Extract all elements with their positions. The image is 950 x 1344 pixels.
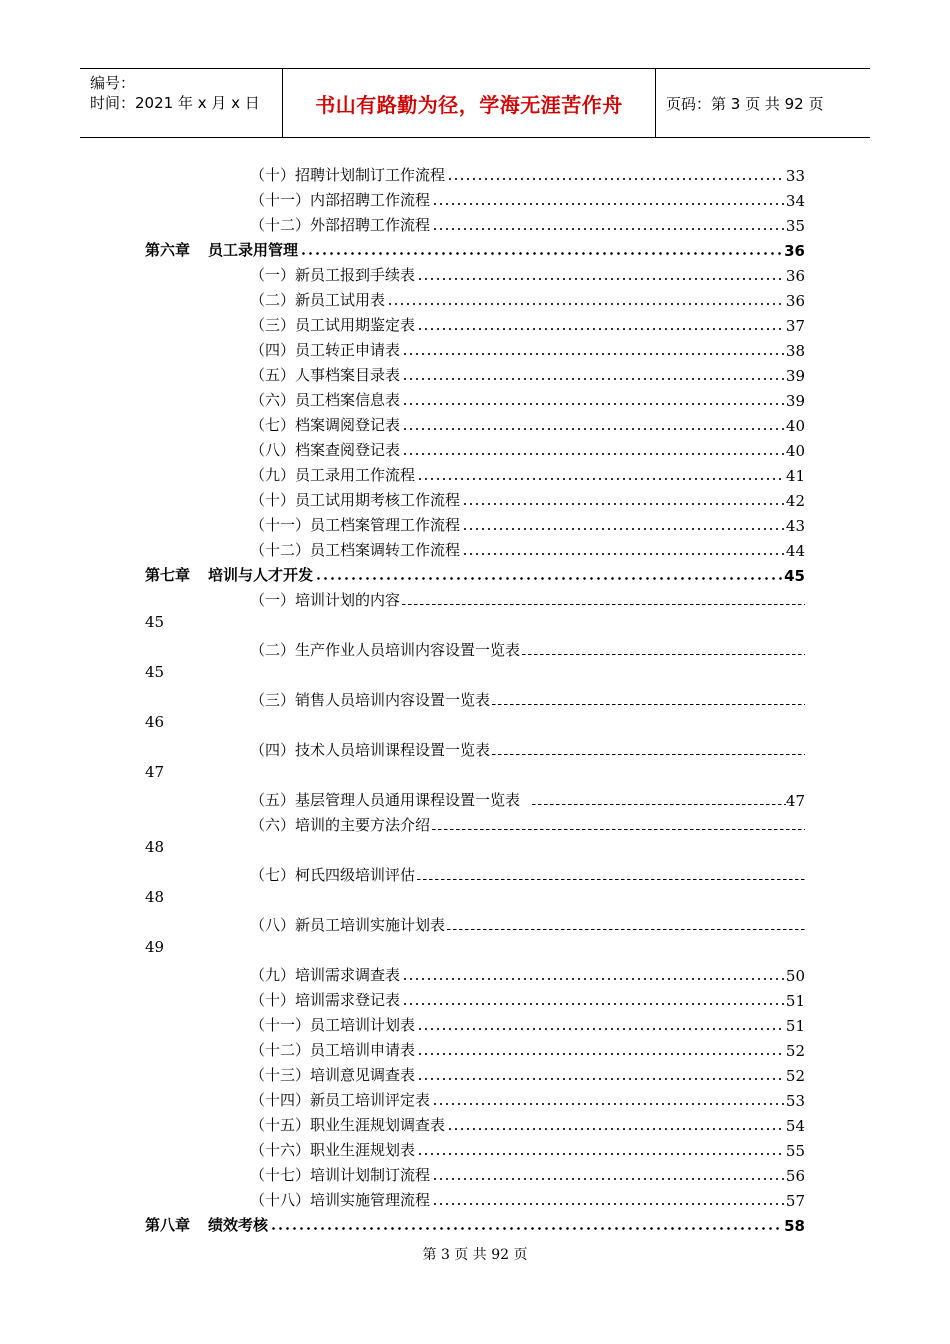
dot-leader xyxy=(402,403,784,405)
dot-leader xyxy=(432,228,784,230)
toc-entry-page: 46 xyxy=(145,713,165,731)
toc-entry[interactable] xyxy=(145,910,805,960)
toc-entry-title: （九）员工录用工作流程 xyxy=(250,466,416,484)
toc-entry-page: 35 xyxy=(785,217,805,235)
toc-chapter-title: 员工录用管理 xyxy=(208,241,299,259)
toc-entry[interactable] xyxy=(145,310,805,335)
toc-entry-page: 33 xyxy=(785,167,805,185)
toc-entry-title: （十一）员工档案管理工作流程 xyxy=(250,516,461,534)
toc-entry-title: （七）柯氏四级培训评估 xyxy=(250,866,416,884)
toc-entry-title: （六）员工档案信息表 xyxy=(250,391,401,409)
toc-chapter-heading xyxy=(145,1214,268,1235)
toc-entry[interactable] xyxy=(145,435,805,460)
toc-entry-line xyxy=(145,910,805,935)
toc-chapter-page: 36 xyxy=(784,242,805,260)
dot-leader xyxy=(417,478,784,480)
toc-chapter-title: 绩效考核 xyxy=(208,1216,269,1234)
toc-entry-title: （十）员工试用期考核工作流程 xyxy=(250,491,461,509)
dot-leader xyxy=(462,528,784,530)
toc-entry[interactable] xyxy=(145,1185,805,1210)
toc-chapter-title: 培训与人才开发 xyxy=(208,566,314,584)
toc-entry-title: （一）新员工报到手续表 xyxy=(250,266,416,284)
toc-entry-title: （四）技术人员培训课程设置一览表 xyxy=(250,741,491,759)
toc-entry-title: （十八）培训实施管理流程 xyxy=(250,1191,431,1209)
toc-entry-line xyxy=(145,785,805,810)
dash-leader xyxy=(492,754,805,755)
toc-entry[interactable] xyxy=(145,735,805,785)
toc-entry[interactable] xyxy=(145,1085,805,1110)
toc-entry[interactable] xyxy=(145,260,805,285)
toc-entry-page: 45 xyxy=(145,613,165,631)
toc-entry[interactable] xyxy=(145,185,805,210)
toc-entry[interactable] xyxy=(145,585,805,635)
toc-entry-line xyxy=(145,685,805,710)
toc-entry[interactable] xyxy=(145,1010,805,1035)
toc-entry[interactable] xyxy=(145,360,805,385)
dot-leader xyxy=(402,428,784,430)
toc-chapter-number: 第六章 xyxy=(145,241,191,259)
toc-entry-title: （十五）职业生涯规划调查表 xyxy=(250,1116,446,1134)
toc-entry-page: 38 xyxy=(785,342,805,360)
toc-entry-title: （七）档案调阅登记表 xyxy=(250,416,401,434)
dash-leader xyxy=(522,654,805,655)
toc-entry[interactable] xyxy=(145,985,805,1010)
dot-leader xyxy=(402,378,784,380)
toc-entry-title: （五）人事档案目录表 xyxy=(250,366,401,384)
toc-entry-page: 49 xyxy=(145,938,165,956)
toc-entry-page: 39 xyxy=(785,367,805,385)
toc-entry-page: 47 xyxy=(785,792,805,810)
dot-leader xyxy=(432,203,784,205)
toc-entry[interactable] xyxy=(145,160,805,185)
dot-leader xyxy=(402,453,784,455)
dot-leader xyxy=(447,1128,784,1130)
dot-leader xyxy=(417,1028,784,1030)
toc-entry-page: 47 xyxy=(145,763,165,781)
toc-entry-title: （十七）培训计划制订流程 xyxy=(250,1166,431,1184)
dot-leader xyxy=(417,328,784,330)
dash-leader xyxy=(417,879,805,880)
page-header xyxy=(80,68,870,138)
toc-entry[interactable] xyxy=(145,1035,805,1060)
toc-chapter-number: 第八章 xyxy=(145,1216,191,1234)
toc-entry[interactable] xyxy=(145,860,805,910)
toc-entry-title: （一）培训计划的内容 xyxy=(250,591,401,609)
toc-entry[interactable] xyxy=(145,385,805,410)
dash-leader xyxy=(432,829,805,830)
toc-entry-title: （十二）外部招聘工作流程 xyxy=(250,216,431,234)
header-page-cell xyxy=(656,69,870,137)
toc-entry[interactable] xyxy=(145,535,805,560)
toc-entry[interactable] xyxy=(145,1110,805,1135)
toc-entry-page: 56 xyxy=(785,1167,805,1185)
toc-entry-title: （五）基层管理人员通用课程设置一览表 xyxy=(250,791,521,809)
toc-chapter[interactable] xyxy=(145,1210,805,1235)
toc-entry-line xyxy=(145,810,805,835)
dot-leader xyxy=(432,1203,784,1205)
toc-entry-page: 52 xyxy=(785,1067,805,1085)
page-footer: 第 3 页 共 92 页 xyxy=(422,1247,528,1263)
toc-entry-page: 42 xyxy=(785,492,805,510)
toc-chapter[interactable] xyxy=(145,235,805,260)
toc-entry-title: （三）员工试用期鉴定表 xyxy=(250,316,416,334)
dot-leader xyxy=(417,278,784,280)
dot-leader xyxy=(300,252,782,255)
toc-entry-page: 40 xyxy=(785,417,805,435)
toc-entry[interactable] xyxy=(145,410,805,435)
toc-entry-title: （十三）培训意见调查表 xyxy=(250,1066,416,1084)
toc-entry-page: 36 xyxy=(785,267,805,285)
toc-entry-title: （三）销售人员培训内容设置一览表 xyxy=(250,691,491,709)
dot-leader xyxy=(387,303,784,305)
time-label: 时间：2021 年 x 月 x 日 xyxy=(90,94,260,112)
toc-entry-page: 36 xyxy=(785,292,805,310)
dash-leader xyxy=(447,929,805,930)
toc-entry-title: （十）招聘计划制订工作流程 xyxy=(250,166,446,184)
toc-entry-title: （十六）职业生涯规划表 xyxy=(250,1141,416,1159)
toc-entry-line xyxy=(145,860,805,885)
toc-chapter[interactable] xyxy=(145,560,805,585)
header-meta xyxy=(80,69,282,137)
toc-entry-page: 43 xyxy=(785,517,805,535)
dot-leader xyxy=(417,1153,784,1155)
dot-leader xyxy=(417,1053,784,1055)
table-of-contents xyxy=(145,160,805,1235)
toc-entry-line xyxy=(145,635,805,660)
toc-entry-page: 48 xyxy=(145,888,165,906)
dot-leader xyxy=(315,577,782,580)
toc-entry[interactable] xyxy=(145,510,805,535)
toc-entry-page: 57 xyxy=(785,1192,805,1210)
dash-leader xyxy=(492,704,805,705)
toc-entry[interactable] xyxy=(145,810,805,860)
toc-entry-page: 37 xyxy=(785,317,805,335)
toc-entry-title: （八）新员工培训实施计划表 xyxy=(250,916,446,934)
dot-leader xyxy=(432,1178,784,1180)
toc-entry[interactable] xyxy=(145,1160,805,1185)
toc-chapter-number: 第七章 xyxy=(145,566,191,584)
dash-leader xyxy=(532,804,786,805)
toc-entry[interactable] xyxy=(145,685,805,735)
toc-entry-title: （十一）员工培训计划表 xyxy=(250,1016,416,1034)
toc-entry-line xyxy=(145,585,805,610)
toc-entry-title: （九）培训需求调查表 xyxy=(250,966,401,984)
toc-entry-page: 48 xyxy=(145,838,165,856)
header-motto-cell xyxy=(282,69,656,137)
toc-chapter-page: 58 xyxy=(784,1217,805,1235)
toc-entry-page: 39 xyxy=(785,392,805,410)
toc-entry[interactable] xyxy=(145,460,805,485)
motto: 书山有路勤为径，学海无涯苦作舟 xyxy=(315,92,623,117)
dot-leader xyxy=(432,1103,784,1105)
dot-leader xyxy=(447,178,784,180)
dot-leader xyxy=(402,978,784,980)
toc-entry[interactable] xyxy=(145,1135,805,1160)
toc-entry-page: 45 xyxy=(145,663,165,681)
page-info: 页码：第 3 页 共 92 页 xyxy=(666,94,824,113)
toc-entry-page: 53 xyxy=(785,1092,805,1110)
toc-entry-page: 34 xyxy=(785,192,805,210)
toc-entry[interactable] xyxy=(145,785,805,810)
toc-entry-page: 54 xyxy=(785,1117,805,1135)
toc-entry-page: 50 xyxy=(785,967,805,985)
toc-entry[interactable] xyxy=(145,335,805,360)
dot-leader xyxy=(402,353,784,355)
dash-leader xyxy=(402,604,805,605)
dot-leader xyxy=(462,553,784,555)
toc-entry[interactable] xyxy=(145,210,805,235)
toc-entry-page: 51 xyxy=(785,1017,805,1035)
dot-leader xyxy=(462,503,784,505)
toc-entry[interactable] xyxy=(145,485,805,510)
dot-leader xyxy=(270,1227,782,1230)
toc-entry-page: 51 xyxy=(785,992,805,1010)
toc-entry-title: （二）生产作业人员培训内容设置一览表 xyxy=(250,641,521,659)
toc-entry-title: （十二）员工档案调转工作流程 xyxy=(250,541,461,559)
toc-entry[interactable] xyxy=(145,1060,805,1085)
toc-chapter-page: 45 xyxy=(784,567,805,585)
toc-entry-page: 52 xyxy=(785,1042,805,1060)
toc-entry-title: （十二）员工培训申请表 xyxy=(250,1041,416,1059)
toc-entry-page: 41 xyxy=(785,467,805,485)
toc-entry-title: （二）新员工试用表 xyxy=(250,291,386,309)
number-label: 编号： xyxy=(90,74,136,92)
toc-entry-title: （六）培训的主要方法介绍 xyxy=(250,816,431,834)
toc-entry-title: （十四）新员工培训评定表 xyxy=(250,1091,431,1109)
toc-entry-page: 44 xyxy=(785,542,805,560)
toc-entry-page: 40 xyxy=(785,442,805,460)
toc-entry-line xyxy=(145,735,805,760)
toc-entry[interactable] xyxy=(145,960,805,985)
toc-chapter-heading xyxy=(145,564,313,585)
toc-chapter-heading xyxy=(145,239,298,260)
dot-leader xyxy=(402,1003,784,1005)
toc-entry-title: （十一）内部招聘工作流程 xyxy=(250,191,431,209)
dot-leader xyxy=(417,1078,784,1080)
toc-entry-title: （四）员工转正申请表 xyxy=(250,341,401,359)
toc-entry-title: （八）档案查阅登记表 xyxy=(250,441,401,459)
toc-entry[interactable] xyxy=(145,285,805,310)
toc-entry[interactable] xyxy=(145,635,805,685)
toc-entry-title: （十）培训需求登记表 xyxy=(250,991,401,1009)
toc-entry-page: 55 xyxy=(785,1142,805,1160)
